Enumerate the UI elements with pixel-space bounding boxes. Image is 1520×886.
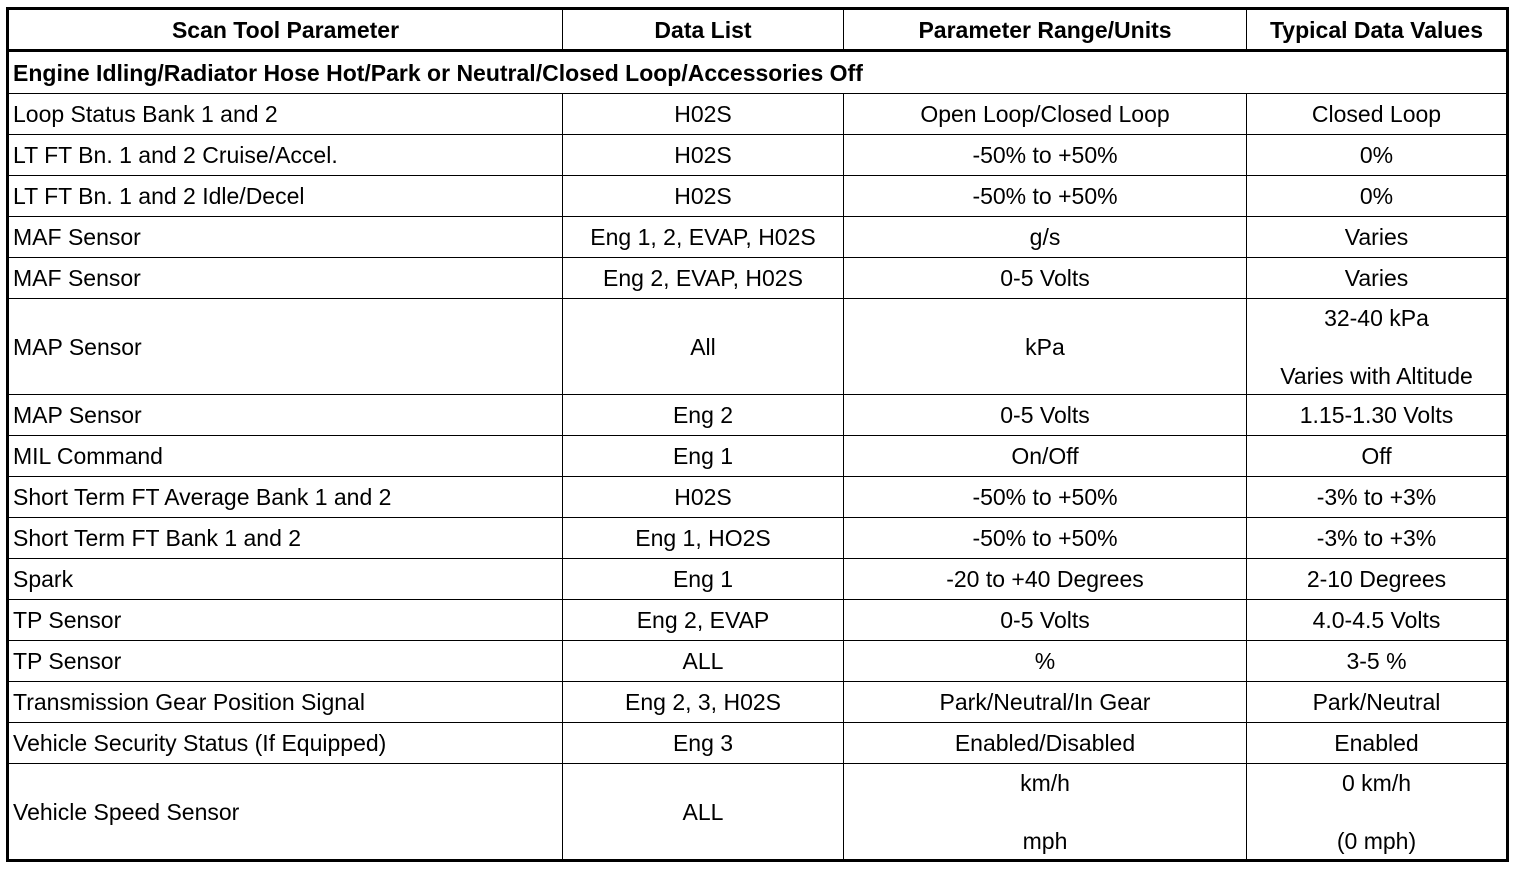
typical-value-cell [1247,299,1508,395]
typical-value-cell: Varies [1247,217,1508,258]
data-list-cell: H02S [563,477,844,518]
range-line: mph [1022,827,1068,854]
range-cell: 0-5 Volts [844,395,1247,436]
data-list-cell: ALL [563,764,844,861]
table-row [8,258,1508,299]
header-parameter-range-units: Parameter Range/Units [844,9,1247,51]
typical-value-cell: 2-10 Degrees [1247,559,1508,600]
typical-value-line: (0 mph) [1336,827,1417,854]
table-row [8,176,1508,217]
header-row [8,9,1508,51]
range-cell: -50% to +50% [844,135,1247,176]
table-row [8,682,1508,723]
range-cell: -20 to +40 Degrees [844,559,1247,600]
header-data-list: Data List [563,9,844,51]
typical-value-line: 32-40 kPa [1324,304,1429,331]
range-cell: Enabled/Disabled [844,723,1247,764]
range-cell: Open Loop/Closed Loop [844,94,1247,135]
table-row [8,723,1508,764]
scan-tool-data-sheet [6,7,1506,862]
typical-value-line: Varies with Altitude [1280,362,1473,389]
typical-value-cell: 3-5 % [1247,641,1508,682]
table-row [8,94,1508,135]
table-row [8,135,1508,176]
data-list-cell: All [563,299,844,395]
range-cell: 0-5 Volts [844,258,1247,299]
range-cell: On/Off [844,436,1247,477]
scan-tool-data-table [6,7,1509,862]
parameter-cell: TP Sensor [8,641,563,682]
range-cell: kPa [844,299,1247,395]
parameter-cell: MAP Sensor [8,299,563,395]
header-scan-tool-parameter: Scan Tool Parameter [8,9,563,51]
data-list-cell: Eng 1, HO2S [563,518,844,559]
table-row [8,436,1508,477]
parameter-cell: Vehicle Security Status (If Equipped) [8,723,563,764]
typical-value-cell: 4.0-4.5 Volts [1247,600,1508,641]
section-title: Engine Idling/Radiator Hose Hot/Park or Neutral/Closed Loop/Accessories Off [8,51,1508,94]
data-list-cell: Eng 2, EVAP, H02S [563,258,844,299]
parameter-cell: Short Term FT Average Bank 1 and 2 [8,477,563,518]
typical-value-cell: 0% [1247,176,1508,217]
data-list-cell: Eng 3 [563,723,844,764]
typical-value-cell: Closed Loop [1247,94,1508,135]
range-cell: -50% to +50% [844,477,1247,518]
data-list-cell: Eng 1 [563,559,844,600]
parameter-cell: Transmission Gear Position Signal [8,682,563,723]
data-list-cell: ALL [563,641,844,682]
table-row [8,641,1508,682]
data-list-cell: Eng 1, 2, EVAP, H02S [563,217,844,258]
range-line: km/h [1020,769,1070,796]
typical-value-cell: 1.15-1.30 Volts [1247,395,1508,436]
header-typical-data-values: Typical Data Values [1247,9,1508,51]
parameter-cell: MAP Sensor [8,395,563,436]
table-row [8,299,1508,395]
typical-value-line: 0 km/h [1341,769,1412,796]
data-list-cell: Eng 2, EVAP [563,600,844,641]
range-cell: g/s [844,217,1247,258]
table-row [8,600,1508,641]
typical-value-cell: -3% to +3% [1247,477,1508,518]
table-row [8,764,1508,861]
typical-value-cell: Off [1247,436,1508,477]
table-row [8,559,1508,600]
parameter-cell: MIL Command [8,436,563,477]
parameter-cell: Short Term FT Bank 1 and 2 [8,518,563,559]
data-list-cell: H02S [563,176,844,217]
parameter-cell: Loop Status Bank 1 and 2 [8,94,563,135]
table-row [8,477,1508,518]
range-cell: 0-5 Volts [844,600,1247,641]
typical-value-cell: Park/Neutral [1247,682,1508,723]
range-cell: Park/Neutral/In Gear [844,682,1247,723]
parameter-cell: MAF Sensor [8,258,563,299]
table-row [8,395,1508,436]
typical-value-cell: Varies [1247,258,1508,299]
parameter-cell: Spark [8,559,563,600]
range-cell: -50% to +50% [844,518,1247,559]
parameter-cell: TP Sensor [8,600,563,641]
typical-value-cell [1247,764,1508,861]
data-list-cell: Eng 2, 3, H02S [563,682,844,723]
typical-value-cell: Enabled [1247,723,1508,764]
table-row [8,518,1508,559]
parameter-cell: LT FT Bn. 1 and 2 Cruise/Accel. [8,135,563,176]
typical-value-cell: -3% to +3% [1247,518,1508,559]
typical-value-cell: 0% [1247,135,1508,176]
section-row [8,51,1508,94]
range-cell: % [844,641,1247,682]
parameter-cell: MAF Sensor [8,217,563,258]
data-list-cell: Eng 2 [563,395,844,436]
parameter-cell: LT FT Bn. 1 and 2 Idle/Decel [8,176,563,217]
data-list-cell: H02S [563,94,844,135]
parameter-cell: Vehicle Speed Sensor [8,764,563,861]
data-list-cell: Eng 1 [563,436,844,477]
range-cell [844,764,1247,861]
data-list-cell: H02S [563,135,844,176]
range-cell: -50% to +50% [844,176,1247,217]
table-row [8,217,1508,258]
